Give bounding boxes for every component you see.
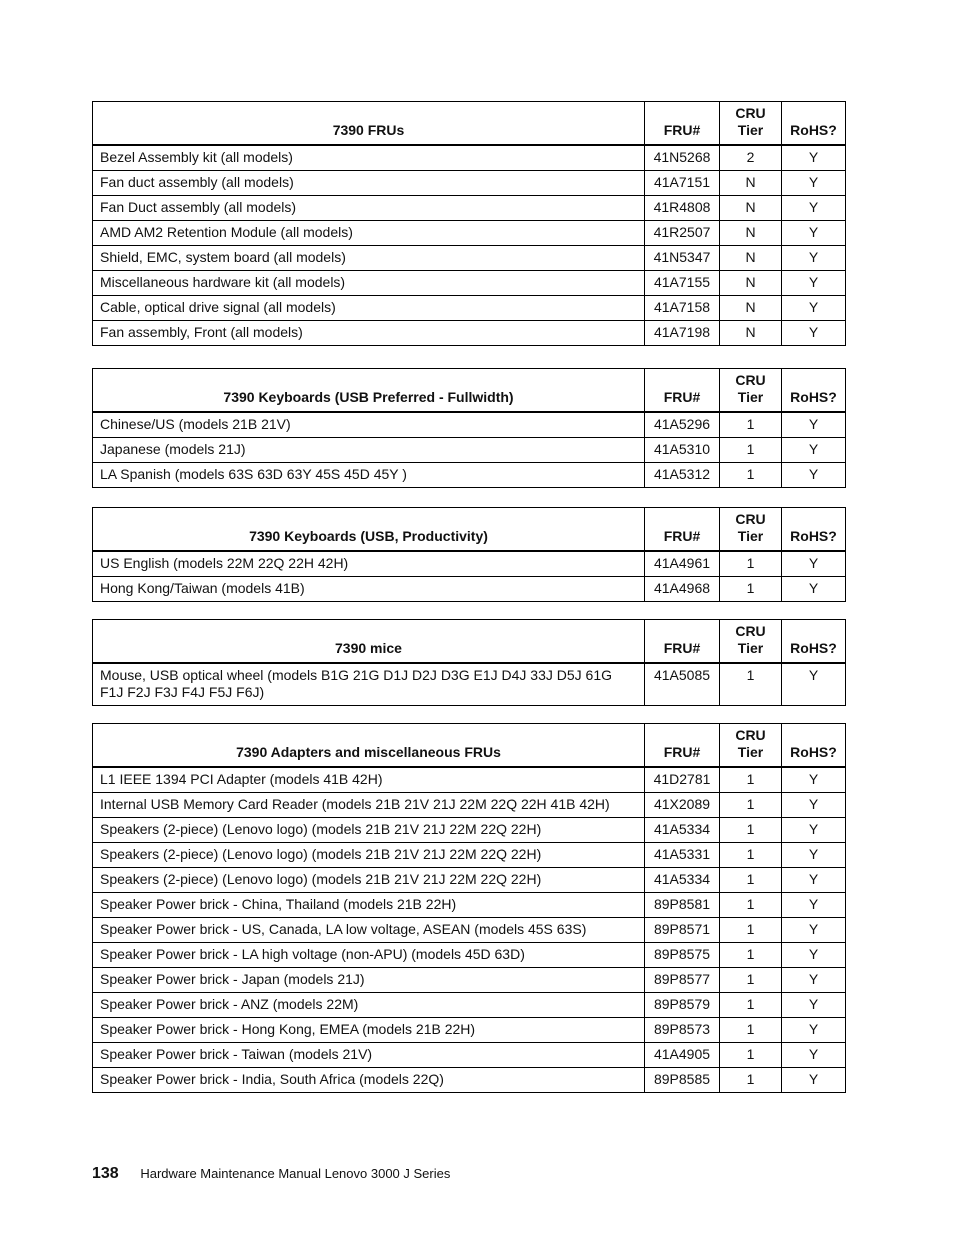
fru-number: 41A4961 <box>645 551 720 577</box>
part-description: Speaker Power brick - LA high voltage (non-APU) (models 45D 63D) <box>93 943 645 968</box>
manual-title: Hardware Maintenance Manual Lenovo 3000 J Series <box>140 1166 451 1181</box>
rohs-status: Y <box>782 893 846 918</box>
rohs-status: Y <box>782 993 846 1018</box>
cru-header-line: CRU <box>735 372 766 388</box>
fru-column-header: FRU# <box>645 369 720 413</box>
table-row <box>93 793 846 818</box>
fru-number: 41A4968 <box>645 577 720 602</box>
cru-tier: N <box>720 246 782 271</box>
rohs-status: Y <box>782 551 846 577</box>
table-row <box>93 893 846 918</box>
part-description: Speaker Power brick - US, Canada, LA low voltage, ASEAN (models 45S 63S) <box>93 918 645 943</box>
fru-number: 89P8579 <box>645 993 720 1018</box>
part-description: Mouse, USB optical wheel (models B1G 21G D1J D2J D3G E1J D4J 33J D5J 61G F1J F2J F3J F4J F5J F6J) <box>93 663 645 706</box>
cru-tier: N <box>720 171 782 196</box>
page-number: 138 <box>92 1165 119 1182</box>
rohs-status: Y <box>782 1068 846 1093</box>
table-row <box>93 296 846 321</box>
cru-header-line: CRU <box>735 105 766 121</box>
part-description: Hong Kong/Taiwan (models 41B) <box>93 577 645 602</box>
table-row <box>93 577 846 602</box>
fru-number: 41A5334 <box>645 818 720 843</box>
part-description: Speakers (2-piece) (Lenovo logo) (models 21B 21V 21J 22M 22Q 22H) <box>93 843 645 868</box>
cru-tier: 2 <box>720 145 782 171</box>
fru-number: 41D2781 <box>645 767 720 793</box>
table-row <box>93 868 846 893</box>
part-description: Fan duct assembly (all models) <box>93 171 645 196</box>
table-header-row <box>93 620 846 664</box>
cru-tier-column-header <box>720 620 782 664</box>
cru-tier: 1 <box>720 463 782 488</box>
rohs-status: Y <box>782 296 846 321</box>
rohs-status: Y <box>782 271 846 296</box>
part-description: Speaker Power brick - Hong Kong, EMEA (models 21B 22H) <box>93 1018 645 1043</box>
fru-number: 41A5334 <box>645 868 720 893</box>
cru-tier: 1 <box>720 1068 782 1093</box>
table-row <box>93 321 846 346</box>
cru-tier: 1 <box>720 943 782 968</box>
part-description: L1 IEEE 1394 PCI Adapter (models 41B 42H) <box>93 767 645 793</box>
cru-tier: 1 <box>720 551 782 577</box>
rohs-status: Y <box>782 918 846 943</box>
fru-column-header: FRU# <box>645 620 720 664</box>
part-description: Speaker Power brick - India, South Africa (models 22Q) <box>93 1068 645 1093</box>
table-row <box>93 663 846 706</box>
rohs-status: Y <box>782 438 846 463</box>
fru-number: 89P8585 <box>645 1068 720 1093</box>
table-row <box>93 196 846 221</box>
table-title: 7390 Keyboards (USB Preferred - Fullwidth) <box>93 369 645 413</box>
rohs-status: Y <box>782 246 846 271</box>
rohs-status: Y <box>782 412 846 438</box>
table-row <box>93 221 846 246</box>
cru-tier: 1 <box>720 1043 782 1068</box>
cru-header-line: CRU <box>735 623 766 639</box>
part-description: Speaker Power brick - Taiwan (models 21V) <box>93 1043 645 1068</box>
table-row <box>93 968 846 993</box>
table-row <box>93 271 846 296</box>
fru-table-adapters <box>92 723 846 1093</box>
part-description: Speaker Power brick - China, Thailand (models 21B 22H) <box>93 893 645 918</box>
fru-number: 41A5331 <box>645 843 720 868</box>
rohs-column-header: RoHS? <box>782 508 846 552</box>
cru-tier-column-header <box>720 508 782 552</box>
fru-column-header: FRU# <box>645 724 720 768</box>
fru-number: 89P8581 <box>645 893 720 918</box>
cru-tier: 1 <box>720 663 782 706</box>
part-description: Speaker Power brick - ANZ (models 22M) <box>93 993 645 1018</box>
cru-tier-column-header <box>720 724 782 768</box>
part-description: Fan Duct assembly (all models) <box>93 196 645 221</box>
cru-tier: 1 <box>720 412 782 438</box>
part-description: Japanese (models 21J) <box>93 438 645 463</box>
part-description: AMD AM2 Retention Module (all models) <box>93 221 645 246</box>
cru-tier-column-header <box>720 102 782 146</box>
fru-number: 41R4808 <box>645 196 720 221</box>
table-header-row <box>93 369 846 413</box>
table-row <box>93 171 846 196</box>
rohs-status: Y <box>782 145 846 171</box>
page-footer <box>92 1165 450 1183</box>
cru-tier: N <box>720 221 782 246</box>
fru-number: 41A5310 <box>645 438 720 463</box>
table-title: 7390 FRUs <box>93 102 645 146</box>
table-row <box>93 993 846 1018</box>
rohs-column-header: RoHS? <box>782 724 846 768</box>
tier-header-line: Tier <box>737 640 764 656</box>
cru-tier: 1 <box>720 893 782 918</box>
rohs-status: Y <box>782 793 846 818</box>
fru-number: 89P8571 <box>645 918 720 943</box>
part-description: Speakers (2-piece) (Lenovo logo) (models 21B 21V 21J 22M 22Q 22H) <box>93 868 645 893</box>
part-description: Chinese/US (models 21B 21V) <box>93 412 645 438</box>
rohs-column-header: RoHS? <box>782 369 846 413</box>
fru-number: 89P8573 <box>645 1018 720 1043</box>
fru-number: 41N5347 <box>645 246 720 271</box>
part-description: Speaker Power brick - Japan (models 21J) <box>93 968 645 993</box>
fru-number: 41A5312 <box>645 463 720 488</box>
fru-number: 89P8577 <box>645 968 720 993</box>
table-header-row <box>93 102 846 146</box>
cru-tier: 1 <box>720 767 782 793</box>
table-row <box>93 246 846 271</box>
rohs-status: Y <box>782 196 846 221</box>
part-description: Miscellaneous hardware kit (all models) <box>93 271 645 296</box>
cru-tier: 1 <box>720 438 782 463</box>
rohs-status: Y <box>782 321 846 346</box>
fru-number: 41A7198 <box>645 321 720 346</box>
tier-header-line: Tier <box>737 528 764 544</box>
fru-number: 41A4905 <box>645 1043 720 1068</box>
rohs-status: Y <box>782 843 846 868</box>
fru-number: 41A5085 <box>645 663 720 706</box>
rohs-status: Y <box>782 1043 846 1068</box>
tier-header-line: Tier <box>737 389 764 405</box>
fru-table-main <box>92 101 846 346</box>
table-row <box>93 918 846 943</box>
part-description: Bezel Assembly kit (all models) <box>93 145 645 171</box>
table-row <box>93 145 846 171</box>
rohs-column-header: RoHS? <box>782 102 846 146</box>
table-row <box>93 1068 846 1093</box>
table-row <box>93 1043 846 1068</box>
part-description: Shield, EMC, system board (all models) <box>93 246 645 271</box>
fru-column-header: FRU# <box>645 102 720 146</box>
table-title: 7390 Keyboards (USB, Productivity) <box>93 508 645 552</box>
cru-tier: N <box>720 271 782 296</box>
cru-tier-column-header <box>720 369 782 413</box>
table-row <box>93 551 846 577</box>
rohs-status: Y <box>782 171 846 196</box>
fru-number: 41R2507 <box>645 221 720 246</box>
cru-tier: 1 <box>720 843 782 868</box>
cru-tier: 1 <box>720 818 782 843</box>
tier-header-line: Tier <box>737 744 764 760</box>
fru-number: 41A7151 <box>645 171 720 196</box>
part-description: Cable, optical drive signal (all models) <box>93 296 645 321</box>
rohs-status: Y <box>782 577 846 602</box>
cru-tier: N <box>720 296 782 321</box>
fru-table-mice <box>92 619 846 706</box>
part-description: LA Spanish (models 63S 63D 63Y 45S 45D 45Y ) <box>93 463 645 488</box>
part-description: Fan assembly, Front (all models) <box>93 321 645 346</box>
cru-tier: 1 <box>720 793 782 818</box>
cru-header-line: CRU <box>735 727 766 743</box>
cru-tier: N <box>720 196 782 221</box>
rohs-status: Y <box>782 943 846 968</box>
rohs-status: Y <box>782 463 846 488</box>
table-title: 7390 Adapters and miscellaneous FRUs <box>93 724 645 768</box>
table-row <box>93 943 846 968</box>
fru-table-keyboards-preferred <box>92 368 846 488</box>
fru-number: 89P8575 <box>645 943 720 968</box>
fru-number: 41A7158 <box>645 296 720 321</box>
table-row <box>93 463 846 488</box>
rohs-status: Y <box>782 968 846 993</box>
fru-number: 41N5268 <box>645 145 720 171</box>
cru-tier: 1 <box>720 868 782 893</box>
table-header-row <box>93 508 846 552</box>
part-description: Speakers (2-piece) (Lenovo logo) (models 21B 21V 21J 22M 22Q 22H) <box>93 818 645 843</box>
rohs-status: Y <box>782 818 846 843</box>
table-row <box>93 412 846 438</box>
cru-header-line: CRU <box>735 511 766 527</box>
rohs-status: Y <box>782 767 846 793</box>
fru-column-header: FRU# <box>645 508 720 552</box>
table-row <box>93 843 846 868</box>
part-description: US English (models 22M 22Q 22H 42H) <box>93 551 645 577</box>
cru-tier: 1 <box>720 993 782 1018</box>
part-description: Internal USB Memory Card Reader (models 21B 21V 21J 22M 22Q 22H 41B 42H) <box>93 793 645 818</box>
rohs-status: Y <box>782 221 846 246</box>
cru-tier: 1 <box>720 918 782 943</box>
table-row <box>93 438 846 463</box>
fru-number: 41A5296 <box>645 412 720 438</box>
cru-tier: N <box>720 321 782 346</box>
table-row <box>93 1018 846 1043</box>
cru-tier: 1 <box>720 1018 782 1043</box>
fru-number: 41A7155 <box>645 271 720 296</box>
tier-header-line: Tier <box>737 122 764 138</box>
table-row <box>93 767 846 793</box>
rohs-status: Y <box>782 868 846 893</box>
rohs-status: Y <box>782 1018 846 1043</box>
cru-tier: 1 <box>720 968 782 993</box>
fru-number: 41X2089 <box>645 793 720 818</box>
rohs-column-header: RoHS? <box>782 620 846 664</box>
table-header-row <box>93 724 846 768</box>
table-row <box>93 818 846 843</box>
fru-table-keyboards-productivity <box>92 507 846 602</box>
cru-tier: 1 <box>720 577 782 602</box>
rohs-status: Y <box>782 663 846 706</box>
table-title: 7390 mice <box>93 620 645 664</box>
